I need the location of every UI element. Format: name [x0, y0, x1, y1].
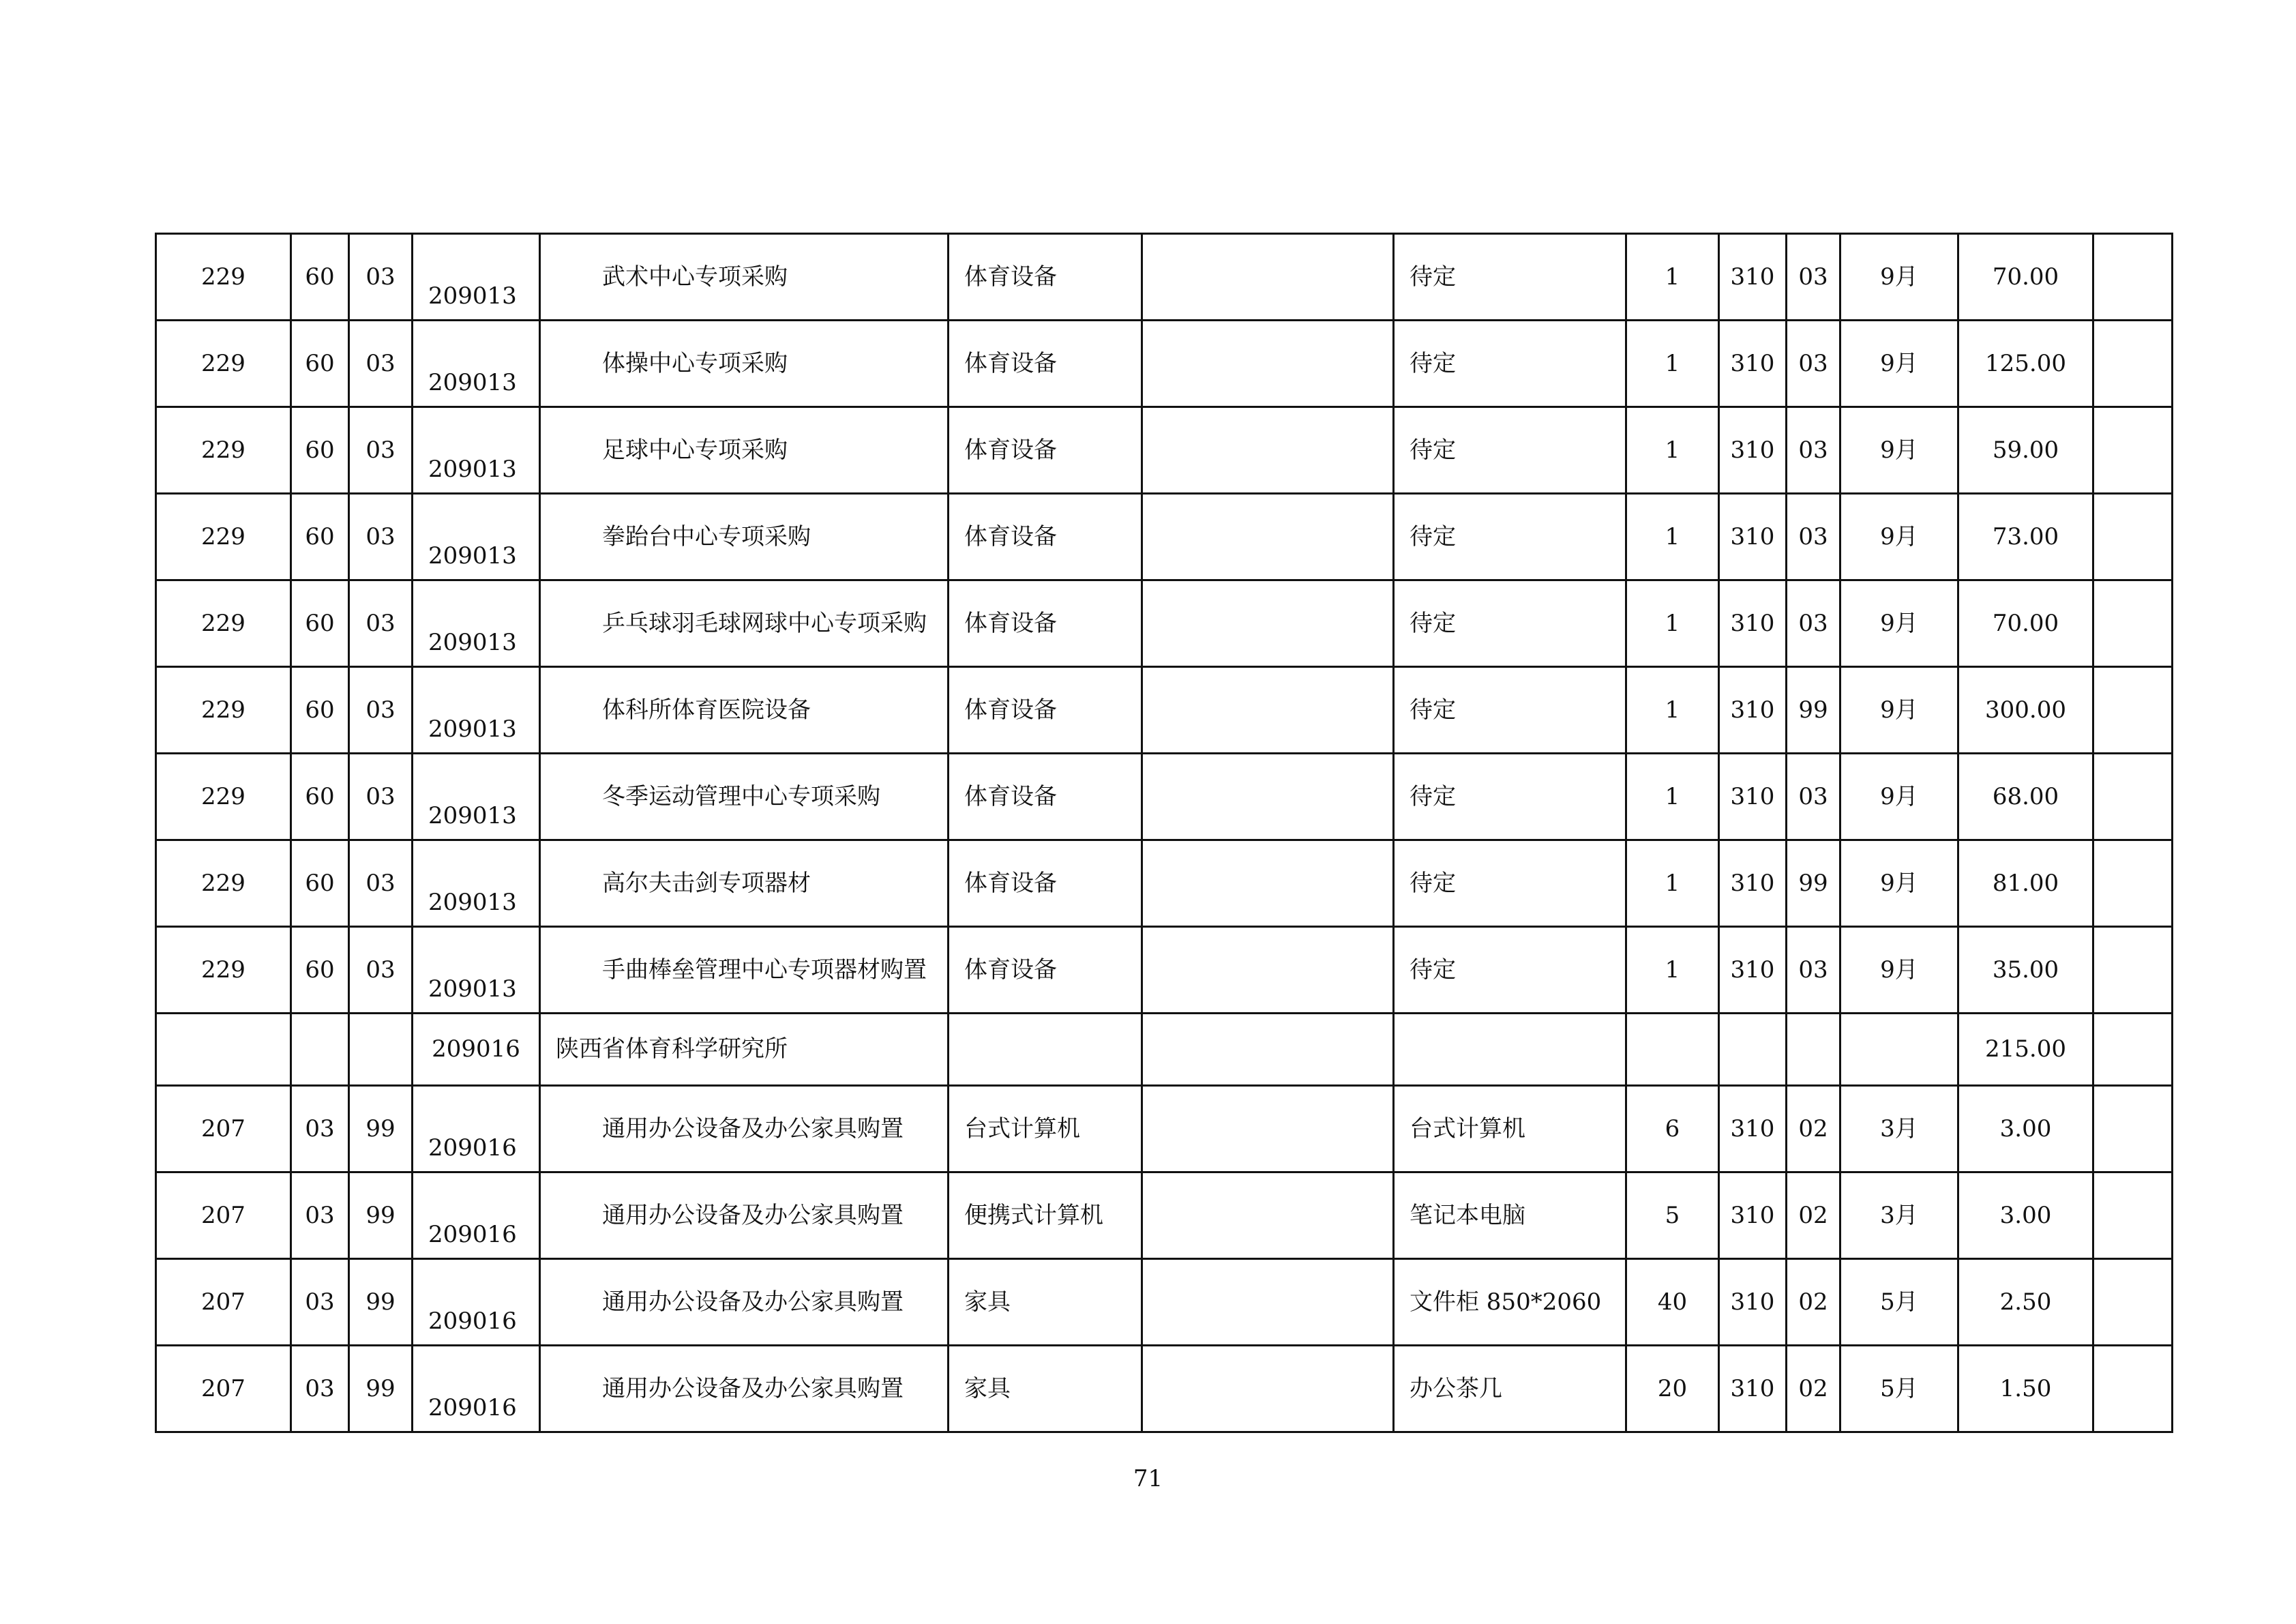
class-code-cell: 229	[156, 234, 291, 321]
amount-cell: 73.00	[1958, 494, 2093, 580]
qty-cell: 1	[1626, 234, 1719, 321]
project-name-cell: 冬季运动管理中心专项采购	[540, 754, 949, 840]
spec-cell	[1142, 840, 1394, 927]
qty-cell: 1	[1626, 407, 1719, 494]
table-row	[156, 234, 2173, 321]
spec-cell	[1142, 494, 1394, 580]
qty-cell: 5	[1626, 1172, 1719, 1259]
econ-class-cell: 310	[1719, 407, 1787, 494]
econ-class-cell: 310	[1719, 494, 1787, 580]
item-code-cell: 03	[349, 927, 413, 1014]
category-cell: 体育设备	[949, 407, 1142, 494]
spec-cell	[1142, 1259, 1394, 1346]
econ-item-cell: 03	[1787, 321, 1840, 407]
amount-cell: 2.50	[1958, 1259, 2093, 1346]
qty-cell: 1	[1626, 321, 1719, 407]
month-cell: 9月	[1840, 321, 1958, 407]
spec-cell	[1142, 580, 1394, 667]
item-cell: 办公茶几	[1394, 1346, 1626, 1432]
item-cell	[1394, 1014, 1626, 1086]
class-code-cell: 229	[156, 667, 291, 754]
section-code-cell: 03	[291, 1259, 349, 1346]
spec-cell	[1142, 667, 1394, 754]
amount-cell: 1.50	[1958, 1346, 2093, 1432]
table-row	[156, 580, 2173, 667]
econ-class-cell: 310	[1719, 1086, 1787, 1172]
dept-code: 209013	[428, 888, 517, 916]
item-cell: 待定	[1394, 667, 1626, 754]
month-cell: 3月	[1840, 1172, 1958, 1259]
item-code-cell: 99	[349, 1086, 413, 1172]
qty-cell: 20	[1626, 1346, 1719, 1432]
item-cell: 待定	[1394, 927, 1626, 1014]
econ-item-cell: 03	[1787, 927, 1840, 1014]
class-code-cell: 229	[156, 494, 291, 580]
dept-code: 209013	[428, 628, 517, 656]
table-row	[156, 754, 2173, 840]
dept-code-cell	[413, 494, 540, 580]
econ-class-cell: 310	[1719, 580, 1787, 667]
qty-cell: 1	[1626, 840, 1719, 927]
note-cell	[2093, 494, 2173, 580]
category-cell: 体育设备	[949, 580, 1142, 667]
class-code-cell: 229	[156, 754, 291, 840]
section-code-cell: 60	[291, 754, 349, 840]
month-cell: 9月	[1840, 494, 1958, 580]
month-cell: 9月	[1840, 667, 1958, 754]
dept-code-cell	[413, 840, 540, 927]
item-cell: 待定	[1394, 494, 1626, 580]
item-code-cell: 03	[349, 580, 413, 667]
econ-item-cell: 02	[1787, 1346, 1840, 1432]
econ-class-cell: 310	[1719, 1259, 1787, 1346]
qty-cell: 1	[1626, 754, 1719, 840]
section-code-cell: 60	[291, 407, 349, 494]
section-code-cell: 60	[291, 580, 349, 667]
table-row	[156, 1172, 2173, 1259]
section-code-cell: 60	[291, 494, 349, 580]
amount-cell: 68.00	[1958, 754, 2093, 840]
qty-cell: 1	[1626, 580, 1719, 667]
amount-cell: 70.00	[1958, 580, 2093, 667]
spec-cell	[1142, 1346, 1394, 1432]
dept-code-cell	[413, 1086, 540, 1172]
spec-cell	[1142, 1014, 1394, 1086]
section-code-cell: 03	[291, 1086, 349, 1172]
dept-code: 209013	[428, 715, 517, 743]
qty-cell: 40	[1626, 1259, 1719, 1346]
amount-cell: 81.00	[1958, 840, 2093, 927]
month-cell: 9月	[1840, 234, 1958, 321]
econ-item-cell: 02	[1787, 1086, 1840, 1172]
item-cell: 笔记本电脑	[1394, 1172, 1626, 1259]
dept-code: 209016	[428, 1307, 517, 1335]
dept-code-cell	[413, 1014, 540, 1086]
category-cell	[949, 1014, 1142, 1086]
dept-code: 209013	[428, 455, 517, 483]
qty-cell: 1	[1626, 494, 1719, 580]
section-code-cell: 60	[291, 927, 349, 1014]
dept-code: 209016	[428, 1393, 517, 1421]
dept-code: 209013	[428, 975, 517, 1003]
note-cell	[2093, 580, 2173, 667]
category-cell: 便携式计算机	[949, 1172, 1142, 1259]
dept-code-cell	[413, 927, 540, 1014]
econ-class-cell: 310	[1719, 234, 1787, 321]
econ-class-cell	[1719, 1014, 1787, 1086]
table-row	[156, 1346, 2173, 1432]
table-row	[156, 840, 2173, 927]
class-code-cell: 229	[156, 407, 291, 494]
dept-code-cell	[413, 1259, 540, 1346]
class-code-cell: 207	[156, 1086, 291, 1172]
econ-class-cell: 310	[1719, 840, 1787, 927]
item-code-cell: 99	[349, 1259, 413, 1346]
note-cell	[2093, 1259, 2173, 1346]
item-cell: 待定	[1394, 580, 1626, 667]
project-name-cell: 武术中心专项采购	[540, 234, 949, 321]
econ-class-cell: 310	[1719, 1172, 1787, 1259]
spec-cell	[1142, 754, 1394, 840]
table-row	[156, 927, 2173, 1014]
econ-class-cell: 310	[1719, 1346, 1787, 1432]
item-code-cell: 03	[349, 407, 413, 494]
item-cell: 待定	[1394, 840, 1626, 927]
subtotal-row	[156, 1014, 2173, 1086]
econ-class-cell: 310	[1719, 667, 1787, 754]
econ-item-cell	[1787, 1014, 1840, 1086]
month-cell: 9月	[1840, 754, 1958, 840]
section-code-cell: 60	[291, 667, 349, 754]
table-row	[156, 667, 2173, 754]
item-code-cell: 03	[349, 667, 413, 754]
category-cell: 体育设备	[949, 321, 1142, 407]
month-cell	[1840, 1014, 1958, 1086]
class-code-cell	[156, 1014, 291, 1086]
spec-cell	[1142, 1086, 1394, 1172]
spec-cell	[1142, 927, 1394, 1014]
section-code-cell	[291, 1014, 349, 1086]
econ-item-cell: 99	[1787, 840, 1840, 927]
category-cell: 体育设备	[949, 840, 1142, 927]
note-cell	[2093, 1172, 2173, 1259]
econ-item-cell: 03	[1787, 754, 1840, 840]
project-name-cell: 体操中心专项采购	[540, 321, 949, 407]
dept-code-cell	[413, 234, 540, 321]
category-cell: 家具	[949, 1346, 1142, 1432]
class-code-cell: 207	[156, 1259, 291, 1346]
econ-class-cell: 310	[1719, 927, 1787, 1014]
spec-cell	[1142, 1172, 1394, 1259]
section-code-cell: 60	[291, 840, 349, 927]
class-code-cell: 207	[156, 1346, 291, 1432]
qty-cell: 1	[1626, 927, 1719, 1014]
category-cell: 台式计算机	[949, 1086, 1142, 1172]
month-cell: 9月	[1840, 407, 1958, 494]
item-code-cell: 03	[349, 321, 413, 407]
project-name-cell: 手曲棒垒管理中心专项器材购置	[540, 927, 949, 1014]
page-number: 71	[1133, 1465, 1163, 1492]
econ-item-cell: 03	[1787, 407, 1840, 494]
dept-code: 209013	[428, 282, 517, 310]
dept-code-cell	[413, 667, 540, 754]
item-cell: 待定	[1394, 234, 1626, 321]
class-code-cell: 229	[156, 927, 291, 1014]
section-code-cell: 03	[291, 1346, 349, 1432]
project-name-cell: 足球中心专项采购	[540, 407, 949, 494]
econ-item-cell: 03	[1787, 494, 1840, 580]
econ-class-cell: 310	[1719, 321, 1787, 407]
dept-code-cell	[413, 580, 540, 667]
category-cell: 体育设备	[949, 494, 1142, 580]
spec-cell	[1142, 234, 1394, 321]
dept-code: 209013	[428, 542, 517, 570]
dept-code-cell	[413, 407, 540, 494]
amount-cell: 35.00	[1958, 927, 2093, 1014]
category-cell: 体育设备	[949, 667, 1142, 754]
econ-item-cell: 03	[1787, 580, 1840, 667]
dept-code: 209016	[428, 1134, 517, 1162]
month-cell: 9月	[1840, 927, 1958, 1014]
item-cell: 待定	[1394, 754, 1626, 840]
qty-cell: 1	[1626, 667, 1719, 754]
item-code-cell: 03	[349, 754, 413, 840]
dept-code: 209016	[428, 1220, 517, 1248]
project-name-cell: 体科所体育医院设备	[540, 667, 949, 754]
econ-item-cell: 02	[1787, 1172, 1840, 1259]
unit-name-cell: 陕西省体育科学研究所	[540, 1014, 949, 1086]
category-cell: 体育设备	[949, 754, 1142, 840]
qty-cell: 6	[1626, 1086, 1719, 1172]
month-cell: 3月	[1840, 1086, 1958, 1172]
month-cell: 5月	[1840, 1259, 1958, 1346]
amount-cell: 300.00	[1958, 667, 2093, 754]
project-name-cell: 高尔夫击剑专项器材	[540, 840, 949, 927]
project-name-cell: 拳跆台中心专项采购	[540, 494, 949, 580]
project-name-cell: 通用办公设备及办公家具购置	[540, 1172, 949, 1259]
section-code-cell: 60	[291, 234, 349, 321]
econ-item-cell: 99	[1787, 667, 1840, 754]
section-code-cell: 60	[291, 321, 349, 407]
item-code-cell: 99	[349, 1346, 413, 1432]
item-cell: 文件柜 850*2060	[1394, 1259, 1626, 1346]
table-body	[156, 234, 2173, 1432]
note-cell	[2093, 321, 2173, 407]
econ-item-cell: 03	[1787, 234, 1840, 321]
amount-cell: 215.00	[1958, 1014, 2093, 1086]
note-cell	[2093, 407, 2173, 494]
month-cell: 9月	[1840, 840, 1958, 927]
note-cell	[2093, 840, 2173, 927]
econ-class-cell: 310	[1719, 754, 1787, 840]
qty-cell	[1626, 1014, 1719, 1086]
dept-code-cell	[413, 1346, 540, 1432]
item-cell: 待定	[1394, 321, 1626, 407]
category-cell: 家具	[949, 1259, 1142, 1346]
table-row	[156, 494, 2173, 580]
procurement-table	[155, 233, 2173, 1433]
section-code-cell: 03	[291, 1172, 349, 1259]
project-name-cell: 通用办公设备及办公家具购置	[540, 1346, 949, 1432]
project-name-cell: 乒乓球羽毛球网球中心专项采购	[540, 580, 949, 667]
category-cell: 体育设备	[949, 234, 1142, 321]
dept-code: 209013	[428, 368, 517, 396]
item-code-cell	[349, 1014, 413, 1086]
item-cell: 待定	[1394, 407, 1626, 494]
amount-cell: 3.00	[1958, 1086, 2093, 1172]
class-code-cell: 207	[156, 1172, 291, 1259]
dept-code: 209013	[428, 801, 517, 829]
dept-code-cell	[413, 754, 540, 840]
spec-cell	[1142, 321, 1394, 407]
table-row	[156, 407, 2173, 494]
amount-cell: 125.00	[1958, 321, 2093, 407]
amount-cell: 70.00	[1958, 234, 2093, 321]
table-row	[156, 1086, 2173, 1172]
item-code-cell: 99	[349, 1172, 413, 1259]
amount-cell: 3.00	[1958, 1172, 2093, 1259]
project-name-cell: 通用办公设备及办公家具购置	[540, 1086, 949, 1172]
note-cell	[2093, 1346, 2173, 1432]
category-cell: 体育设备	[949, 927, 1142, 1014]
class-code-cell: 229	[156, 580, 291, 667]
note-cell	[2093, 927, 2173, 1014]
table-row	[156, 1259, 2173, 1346]
note-cell	[2093, 754, 2173, 840]
month-cell: 5月	[1840, 1346, 1958, 1432]
dept-code-cell	[413, 1172, 540, 1259]
note-cell	[2093, 1014, 2173, 1086]
dept-code: 209016	[432, 1035, 520, 1063]
class-code-cell: 229	[156, 840, 291, 927]
class-code-cell: 229	[156, 321, 291, 407]
note-cell	[2093, 667, 2173, 754]
item-code-cell: 03	[349, 840, 413, 927]
note-cell	[2093, 234, 2173, 321]
dept-code-cell	[413, 321, 540, 407]
note-cell	[2093, 1086, 2173, 1172]
item-code-cell: 03	[349, 234, 413, 321]
project-name-cell: 通用办公设备及办公家具购置	[540, 1259, 949, 1346]
month-cell: 9月	[1840, 580, 1958, 667]
econ-item-cell: 02	[1787, 1259, 1840, 1346]
table-row	[156, 321, 2173, 407]
item-code-cell: 03	[349, 494, 413, 580]
amount-cell: 59.00	[1958, 407, 2093, 494]
spec-cell	[1142, 407, 1394, 494]
item-cell: 台式计算机	[1394, 1086, 1626, 1172]
